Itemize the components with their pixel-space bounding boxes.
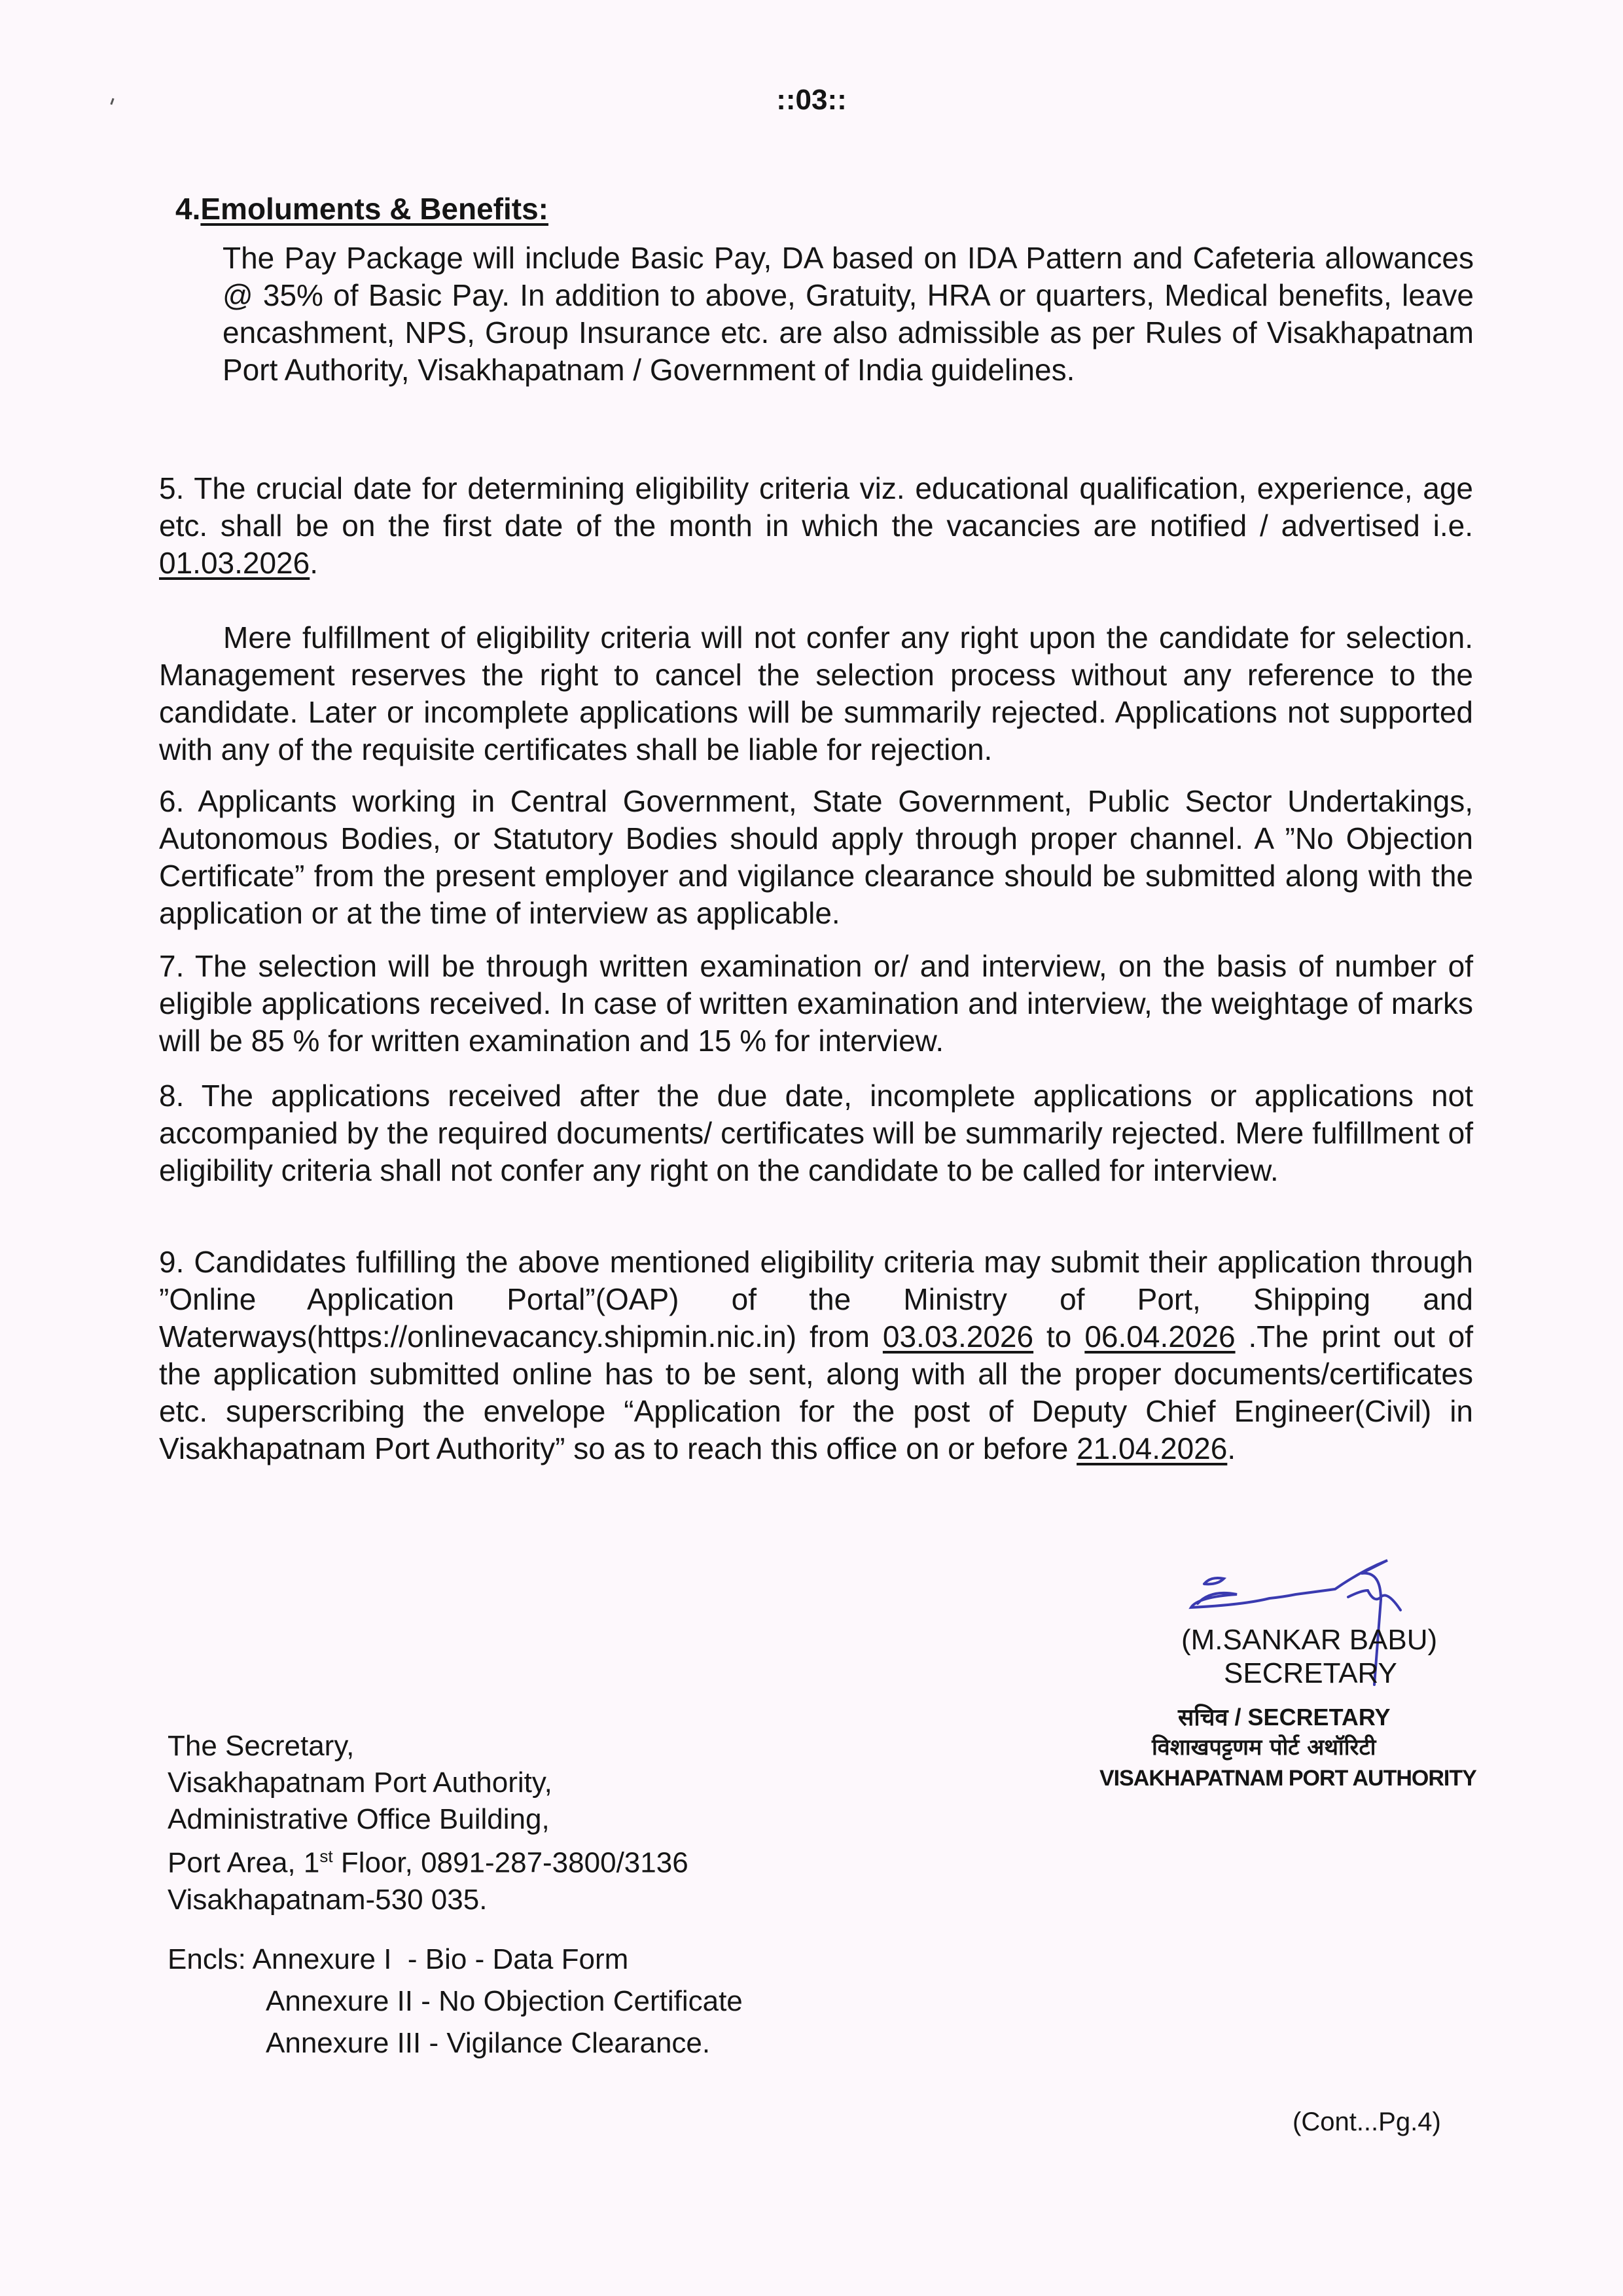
signatory-name: (M.SANKAR BABU) [1181, 1624, 1438, 1656]
section-4-number: 4. [175, 192, 201, 226]
section-8-text: 8. The applications received after the due date, incomplete applications or applications not accompanied by the required documents/ certificates will be summarily rejected. Mere fulfillment of eligibility criteria shall not confer any right on the candidate to be called for interview. [159, 1079, 1473, 1187]
enclosures-label: Encls: [168, 1943, 246, 1975]
section-6-text: 6. Applicants working in Central Government, State Government, Public Sector Undertakings, Autonomous Bodies, or Statutory Bodies should apply through proper channel. A ”No Objection Certificate” from the present employer and vigilance clearance should be submitted along with the application or at the time of interview as applicable. [159, 784, 1473, 930]
address-line-4b: Floor, 0891-287-3800/3136 [332, 1846, 688, 1879]
from-date: 03.03.2026 [882, 1319, 1034, 1354]
enclosures [168, 1939, 743, 2064]
stamp-line-3: VISAKHAPATNAM PORT AUTHORITY [1099, 1766, 1476, 1791]
section-9-end: . [1227, 1431, 1236, 1465]
to-word: to [1046, 1319, 1072, 1354]
enclosure-item: Annexure II - No Objection Certificate [266, 1985, 743, 2017]
section-5-text [159, 470, 1473, 582]
section-9-part1: 9. Candidates fulfilling the above mentioned eligibility criteria may submit their application through ”Online Application Portal”(OAP) of the Ministry of Port, Shipping and Waterways(https://onlinevacancy.shipmin.nic.in) from [159, 1245, 1473, 1354]
enclosure-item: Annexure III - Vigilance Clearance. [266, 2027, 711, 2059]
section-4-text: The Pay Package will include Basic Pay, DA based on IDA Pattern and Cafeteria allowances @ 35% of Basic Pay. In addition to above, Gratuity, HRA or quarters, Medical benefits, leave encashment, NPS, Group Insurance etc. are also admissible as per Rules of Visakhapatnam Port Authority, Visakhapatnam / Government of India guidelines. [223, 241, 1474, 387]
address-line-5: Visakhapatnam-530 035. [168, 1883, 488, 1916]
mailing-address [168, 1728, 688, 1918]
crucial-date: 01.03.2026 [159, 546, 310, 580]
signatory-title: SECRETARY [1224, 1657, 1397, 1689]
address-line-1: The Secretary, [168, 1730, 355, 1762]
continuation-note: (Cont...Pg.4) [1293, 2108, 1441, 2136]
section-9-part2: .The print out of the application submitted online has to be sent, along with all the proper documents/certificates etc. superscribing the envelope “Application for the post of Deputy Chief Engineer(Civil) in Visakhapatnam Port Authority” so as to reach this office on or before [159, 1319, 1474, 1465]
section-4-title: Emoluments & Benefits: [200, 192, 549, 226]
stamp-line-2: विशाखपट्टणम पोर्ट अथॉरिटी [1152, 1734, 1376, 1761]
last-date: 21.04.2026 [1077, 1431, 1228, 1465]
section-5-end: . [310, 546, 319, 580]
section-5-body: 5. The crucial date for determining eligibility criteria viz. educational qualification, experience, age etc. shall be on the first date of the month in which the vacancies are notified / advertised i.e. [159, 471, 1473, 543]
to-date: 06.04.2026 [1084, 1319, 1236, 1354]
page-number: ::03:: [776, 84, 847, 116]
address-line-2: Visakhapatnam Port Authority, [168, 1767, 552, 1799]
stamp-line-1: सचिव / SECRETARY [1178, 1704, 1391, 1731]
address-line-4-sup: st [319, 1846, 333, 1866]
address-line-4 [168, 1838, 688, 1882]
section-9-text [159, 1244, 1473, 1467]
address-line-3: Administrative Office Building, [168, 1803, 550, 1835]
enclosure-item: Annexure I - Bio - Data Form [252, 1943, 629, 1975]
enclosure-row [168, 1939, 743, 1981]
address-line-4a: Port Area, 1 [168, 1846, 320, 1879]
section-4-heading [175, 191, 548, 226]
section-5-note: Mere fulfillment of eligibility criteria will not confer any right upon the candidate for selection. Management reserves the right to cancel the selection process without any reference to the candidate. Later or incomplete applications will be summarily rejected. Applications not supported with any of the requisite certificates shall be liable for rejection. [159, 620, 1473, 766]
section-7-text: 7. The selection will be through written examination or/ and interview, on the basis of number of eligible applications received. In case of written examination and interview, the weightage of marks will be 85 % for written examination and 15 % for interview. [159, 949, 1473, 1058]
